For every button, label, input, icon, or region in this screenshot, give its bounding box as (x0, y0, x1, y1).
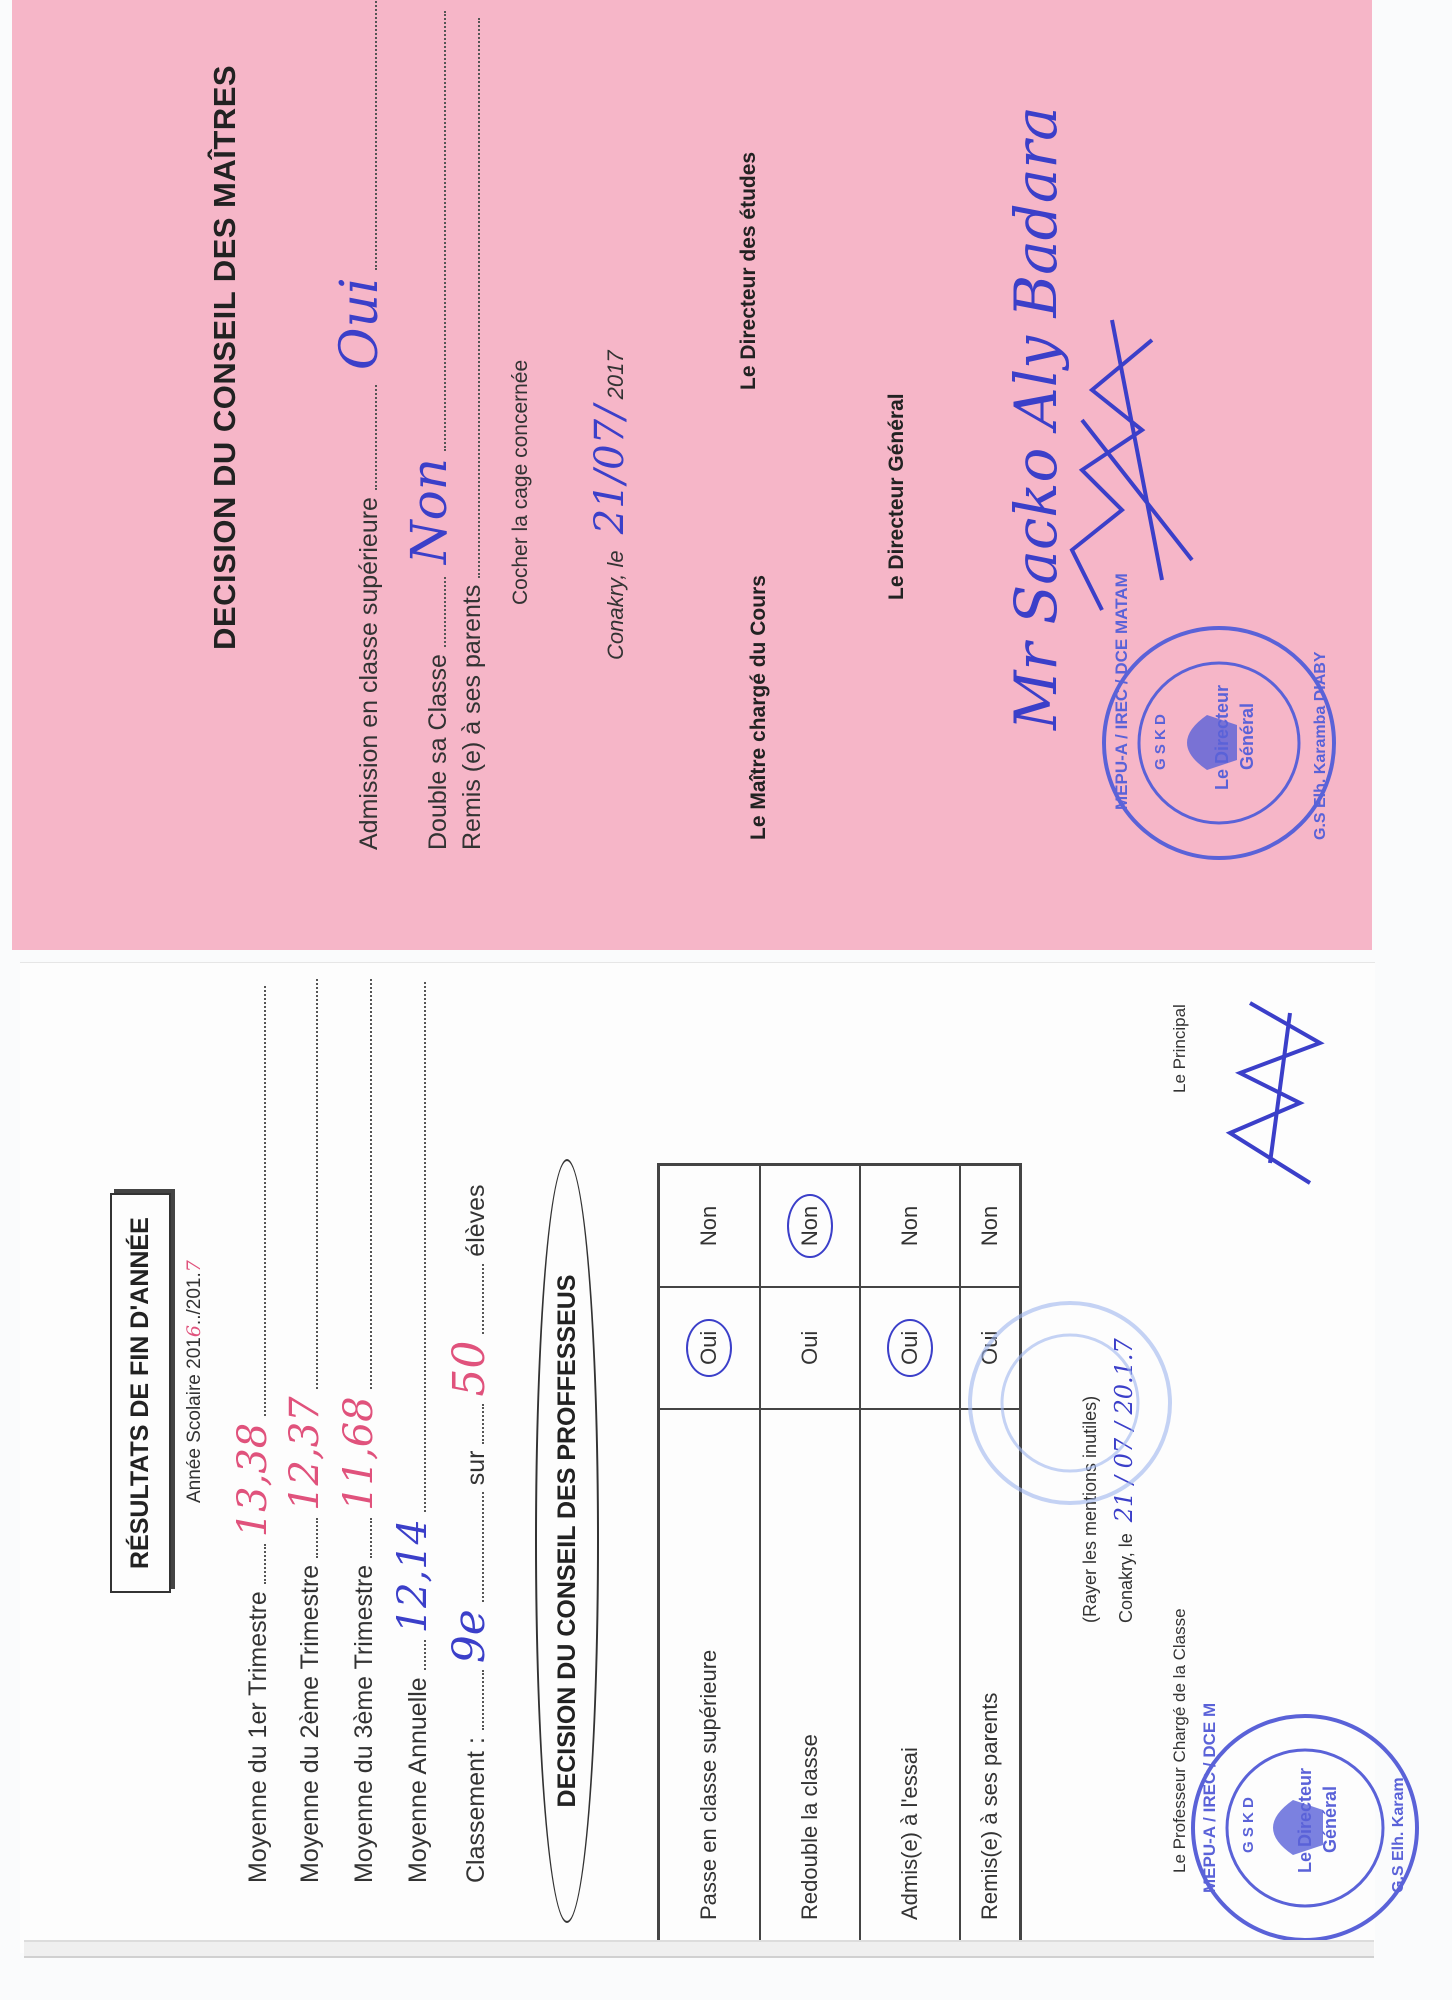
stamp-center-2: Général (1237, 702, 1257, 770)
table-row-label: Redouble la classe (760, 1409, 860, 1952)
maitre-label: Le Maître chargé du Cours (747, 575, 770, 840)
school-year-v2: 7 (183, 1260, 205, 1273)
result-row-3 (336, 979, 382, 1883)
results-title: RÉSULTATS DE FIN D'ANNÉE (110, 1193, 171, 1593)
result-row-2 (282, 979, 328, 1883)
ranking-of-label: sur (462, 1450, 490, 1486)
admission-value: Oui (330, 277, 390, 371)
director-signature-name: Mr Sacko Aly Badara (1002, 106, 1070, 730)
double-value: Non (400, 458, 458, 565)
result-value-3: 11,68 (336, 1396, 382, 1511)
stamp-top-text: MEPU-A / IREC / DCE MATAM (1112, 573, 1131, 810)
pink-date-year: 2017 (603, 350, 628, 400)
prof-signer-label: Le Professeur Chargé de la Classe (1170, 1608, 1189, 1873)
director-scribble-signature (1062, 290, 1212, 620)
stamp-bottom-text: G.S Elh. Karamba DIABY (1312, 651, 1329, 840)
remis-label: Remis (e) à ses parents (458, 584, 486, 850)
result-value-4: 12,14 (390, 1518, 436, 1634)
table-row-no: Non (860, 1165, 960, 1287)
double-row (400, 11, 458, 850)
table-row (760, 1165, 860, 1952)
table-row-label: Admis(e) à l'essai (860, 1409, 960, 1952)
decision-table (657, 1163, 1022, 1953)
pink-date-value: 21/07/ (587, 405, 633, 535)
prof-title: DECISION DU CONSEIL DES PROFFESSEUS (552, 1274, 581, 1808)
school-year-mid: ../201. (184, 1272, 205, 1326)
table-row-label: Remis(e) à ses parents (960, 1409, 1021, 1952)
result-label-3: Moyenne du 3ème Trimestre (350, 1564, 378, 1883)
pink-page (12, 0, 1372, 950)
result-value-1: 13,38 (230, 1422, 276, 1538)
double-label: Double sa Classe (424, 654, 452, 850)
pink-date-prefix: Conakry, le (603, 550, 628, 660)
directeur-general-label: Le Directeur Général (885, 393, 908, 600)
result-row-4 (390, 982, 436, 1883)
conseil-maitres-title: DECISION DU CONSEIL DES MAÎTRES (207, 64, 242, 650)
school-year (183, 1260, 206, 1503)
mentions-note: (Rayer les mentions inutiles) (1080, 1395, 1100, 1623)
table-row (960, 1165, 1021, 1952)
white-page (20, 962, 1407, 1953)
ranking-total: 50 (444, 1340, 495, 1397)
directeur-etudes-label: Le Directeur des études (737, 151, 760, 390)
principal-label: Le Principal (1170, 1004, 1189, 1093)
stamp-logo-text: G S K D (1152, 714, 1169, 770)
stamp2-center-2: Général (1320, 1785, 1340, 1853)
table-row (659, 1165, 760, 1952)
ranking-value: 9e (444, 1609, 495, 1664)
prof-date-prefix: Conakry, le (1116, 1533, 1136, 1623)
table-row-yes-text: Oui (686, 1319, 732, 1377)
result-label-1: Moyenne du 1er Trimestre (244, 1591, 272, 1883)
faint-stamp (960, 1293, 1180, 1513)
pink-date (587, 350, 633, 660)
result-label-4: Moyenne Annuelle (404, 1677, 432, 1883)
result-label-2: Moyenne du 2ème Trimestre (296, 1564, 324, 1883)
admission-row (330, 0, 390, 850)
prof-title-oval (535, 1159, 599, 1923)
ranking-row (444, 1184, 495, 1883)
result-row-1 (230, 986, 276, 1883)
stamp2-logo-text: G S K D (1240, 1797, 1257, 1853)
principal-signature (1210, 993, 1350, 1193)
table-row-yes-text: Oui (887, 1319, 933, 1377)
prof-date-value: 21 / 07 / 20.1.7 (1110, 1338, 1138, 1523)
table-row-yes (860, 1287, 960, 1409)
stamp-center-1: Le Directeur (1212, 684, 1232, 790)
ranking-unit: élèves (462, 1184, 490, 1257)
table-row-no: Non (659, 1165, 760, 1287)
ranking-label: Classement : (462, 1737, 490, 1883)
admission-label: Admission en classe supérieure (355, 497, 383, 850)
result-value-2: 12,37 (282, 1396, 328, 1511)
table-row-label: Passe en classe supérieure (659, 1409, 760, 1952)
school-year-v1: 6 (183, 1325, 205, 1338)
instruction-note: Cocher la cage concernée (509, 359, 532, 605)
stamp2-center-1: Le Directeur (1295, 1767, 1315, 1873)
table-row-yes (659, 1287, 760, 1409)
table-row-no-text: Non (787, 1194, 833, 1258)
table-row (860, 1165, 960, 1952)
remis-row (458, 18, 487, 850)
stamp2-top-text: MEPU-A / IREC / DCE M (1200, 1702, 1219, 1893)
table-row-no: Non (960, 1165, 1021, 1287)
school-year-label: Année Scolaire 201 (184, 1337, 205, 1503)
table-row-yes: Oui (760, 1287, 860, 1409)
table-row-yes: Oui (960, 1287, 1021, 1409)
table-row-no (760, 1165, 860, 1287)
page-edge (24, 1940, 1374, 1958)
stamp2-bottom-text: G.S Elh. Karam (1390, 1777, 1407, 1893)
